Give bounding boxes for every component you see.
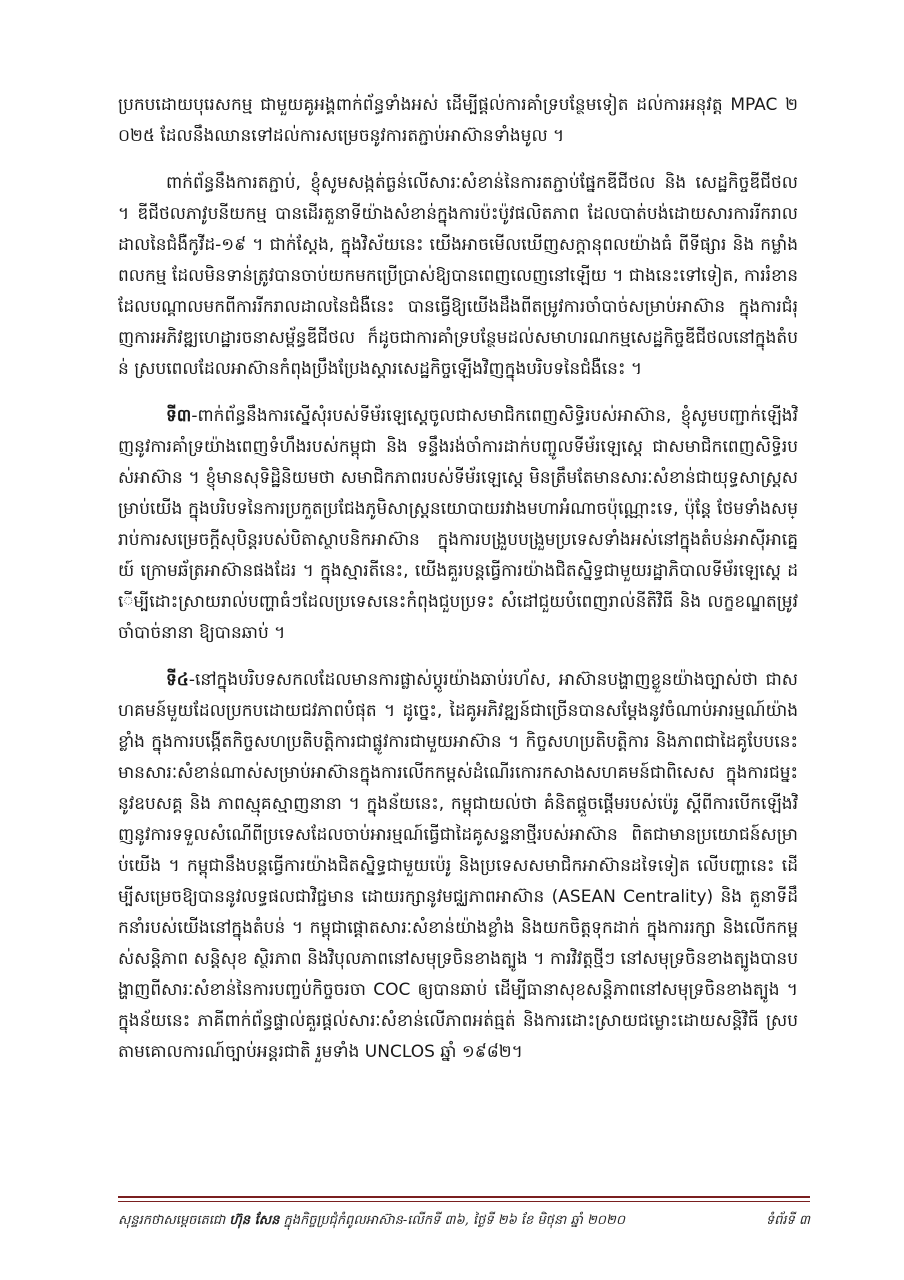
footer-divider-thick <box>118 1196 810 1198</box>
paragraph-lead: ទី៤ <box>166 670 189 690</box>
paragraph-dialogue-partners <box>118 665 798 1068</box>
paragraph-timor-leste <box>118 401 798 649</box>
paragraph-text: -ពាក់ព័ន្ធនឹងការស្នើសុំរបស់ទីម័រឡេស្តេចូលជាសមាជិកពេញសិទ្ធិរបស់អាស៊ាន, ខ្ញុំសូមបញ្ជាក់ឡើងវិញនូវការគាំទ្រយ៉ាងពេញទំហឹងរបស់កម្ពុជា និង ទន្ទឹងរង់ចាំការដាក់បញ្ចូលទីម័រឡេស្តេ ជាសមាជិកពេញសិទ្ធិរបស់អាស៊ាន ។ ខ្ញុំមានសុទិដ្ឋិនិយមថា សមាជិកភាពរបស់ទីម័រឡេស្តេ មិនត្រឹមតែមានសារៈសំខាន់ជាយុទ្ធសាស្ត្រសម្រាប់យើង ក្នុងបរិបទនៃការប្រកួតប្រជែងភូមិសាស្ត្រនយោបាយរវាងមហាអំណាចប៉ុណ្ណោះទេ, ប៉ុន្តែ ថែមទាំងសម្រាប់ការសម្រេចក្តីសុបិន្តរបស់បិតាស្ថាបនិកអាស៊ាន ក្នុងការបង្រួបបង្រួមប្រទេសទាំងអស់នៅក្នុងតំបន់អាស៊ីអាគ្នេយ៍ ក្រោមឆ័ត្រអាស៊ានផងដែរ ។ ក្នុងស្មារតីនេះ, យើងគួរបន្តធ្វើការយ៉ាងជិតស្និទ្ធជាមួយរដ្ឋាភិបាលទីម័រឡេស្តេ ដើម្បីដោះស្រាយរាល់បញ្ហាធំៗដែលប្រទេសនេះកំពុងជួបប្រទះ សំដៅជួយបំពេញរាល់នីតិវិធី និង លក្ខខណ្ឌតម្រូវចាំបាច់នានា ឱ្យបានឆាប់ ។ <box>118 406 798 643</box>
paragraph-digital-connectivity <box>118 168 798 385</box>
paragraph-text: -នៅក្នុងបរិបទសកលដែលមានការផ្លាស់ប្តូរយ៉ាងឆាប់រហ័ស, អាស៊ានបង្ហាញខ្លួនយ៉ាងច្បាស់ថា ជាសហគមន៍មួយដែលប្រកបដោយជវភាពបំផុត ។ ដូច្នេះ, ដៃគូអភិវឌ្ឍន៍ជាច្រើនបានសម្តែងនូវចំណាប់អារម្មណ៍យ៉ាងខ្លាំង ក្នុងការបង្កើតកិច្ចសហប្រតិបត្តិការជាផ្លូវការជាមួយអាស៊ាន ។ កិច្ចសហប្រតិបត្តិការ និងភាពជាដៃគូបែបនេះ មានសារៈសំខាន់ណាស់សម្រាប់អាស៊ានក្នុងការលើកកម្ពស់ដំណើរកោរកសាងសហគមន៍ជាពិសេស ក្នុងការជម្នះនូវឧបសគ្គ និង ភាពស្មុគស្មាញនានា ។ ក្នុងន័យនេះ, កម្ពុជាយល់ថា គំនិតផ្តួចផ្តើមរបស់ប៉េរូ ស្តីពីការបើកឡើងវិញនូវការទទួលសំណើពីប្រទេសដែលចាប់អារម្មណ៍ធ្វើជាដៃគូសន្ទនាថ្មីរបស់អាស៊ាន ពិតជាមានប្រយោជន៍សម្រាប់យើង ។ កម្ពុជានឹងបន្តធ្វើការយ៉ាងជិតស្និទ្ធជាមួយប៉េរូ និងប្រទេសសមាជិកអាស៊ានដទៃទៀត លើបញ្ហានេះ ដើម្បីសម្រេចឱ្យបាននូវលទ្ធផលជាវិជ្ជមាន ដោយរក្សានូវមជ្ឈភាពអាស៊ាន (ASEAN Centrality) និង តួនាទីដឹកនាំរបស់យើងនៅក្នុងតំបន់ ។ កម្ពុជាផ្តោតសារៈសំខាន់យ៉ាងខ្លាំង និងយកចិត្តទុកដាក់ ក្នុងការរក្សា និងលើកកម្ពស់សន្តិភាព សន្តិសុខ ស្ថិរភាព និងវិបុលភាពនៅសមុទ្រចិនខាងត្បូង ។ ការវិវត្តថ្មីៗ នៅសមុទ្រចិនខាងត្បូងបានបង្ហាញពីសារៈសំខាន់នៃការបញ្ចប់កិច្ចចរចា COC ឲ្យបានឆាប់ ដើម្បីធានាសុខសន្តិភាពនៅសមុទ្រចិនខាងត្បូង ។ ក្នុងន័យនេះ ភាគីពាក់ព័ន្ធផ្ទាល់គួរផ្តល់សារៈសំខាន់លើភាពអត់ធ្មត់ និងការដោះស្រាយជម្លោះដោយសន្តិវិធី ស្របតាមគោលការណ៍ច្បាប់អន្តរជាតិ រួមទាំង UNCLOS ឆ្នាំ ១៩៨២។ <box>118 670 798 1062</box>
footer-divider-thin <box>118 1201 810 1202</box>
document-body <box>118 90 798 1084</box>
paragraph-intro-continuation <box>118 90 798 152</box>
paragraph-text: ប្រកបដោយបុរេសកម្ម ជាមួយគូអង្គពាក់ព័ន្ធទាំងអស់ ដើម្បីផ្តល់ការគាំទ្របន្ថែមទៀត ដល់ការអនុវត្ត MPAC ២០២៥ ដែលនឹងឈានទៅដល់ការសម្រេចនូវការតភ្ជាប់អាស៊ានទាំងមូល ។ <box>118 95 798 146</box>
page-number: ទំព័រទី ៣ <box>765 1212 810 1228</box>
paragraph-lead: ទី៣ <box>166 406 192 426</box>
footer-caption-prefix: សុន្ទរកថាសម្តេចតេជោ <box>118 1212 230 1228</box>
footer-caption <box>118 1212 625 1231</box>
page-footer <box>118 1206 810 1236</box>
paragraph-text: ពាក់ព័ន្ធនឹងការតភ្ជាប់, ខ្ញុំសូមសង្កត់ធ្ងន់លើសារៈសំខាន់នៃការតភ្ជាប់ផ្នែកឌីជីថល និង សេដ្ឋកិច្ចឌីជីថល ។ ឌីជីថលភាវូបនីយកម្ម បានដើរតួនាទីយ៉ាងសំខាន់ក្នុងការប៉ះប៉ូវផលិតភាព ដែលបាត់បង់ដោយសារការរីករាលដាលនៃជំងឺកូវីដ-១៩ ។ ជាក់ស្តែង, ក្នុងវិស័យនេះ យើងអាចមើលឃើញសក្តានុពលយ៉ាងធំ ពីទីផ្សារ និង កម្លាំងពលកម្ម ដែលមិនទាន់ត្រូវបានចាប់យកមកប្រើប្រាស់ឱ្យបានពេញលេញនៅឡើយ ។ ជាងនេះទៅទៀត, ការរំខានដែលបណ្តាលមកពីការរីករាលដាលនៃជំងឺនេះ បានធ្វើឱ្យយើងដឹងពីតម្រូវការចាំបាច់សម្រាប់អាស៊ាន ក្នុងការជំរុញការអភិវឌ្ឍហេដ្ឋារចនាសម្ព័ន្ធឌីជីថល ក៏ដូចជាការគាំទ្របន្ថែមដល់សមាហរណកម្មសេដ្ឋកិច្ចឌីជីថលនៅក្នុងតំបន់ ស្របពេលដែលអាស៊ានកំពុងប្រឹងប្រែងស្តារសេដ្ឋកិច្ចឡើងវិញក្នុងបរិបទនៃជំងឺនេះ ។ <box>118 173 798 379</box>
footer-speaker-name: ហ៊ុន សែន <box>229 1212 280 1228</box>
footer-caption-suffix: ក្នុងកិច្ចប្រជុំកំពូលអាស៊ាន-លើកទី ៣៦, ថ្ងៃទី ២៦ ខែ មិថុនា ឆ្នាំ ២០២០ <box>279 1212 626 1228</box>
